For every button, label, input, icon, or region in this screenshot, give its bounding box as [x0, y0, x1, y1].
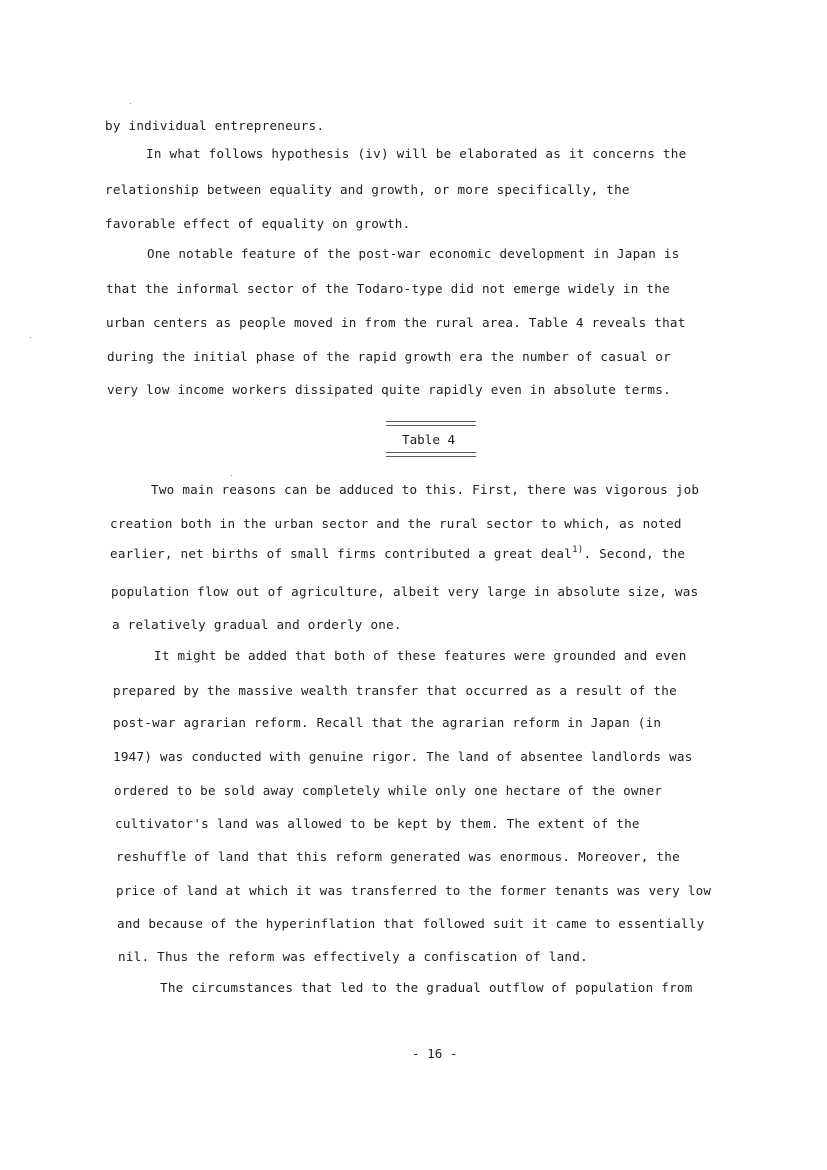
scan-speck — [30, 337, 31, 338]
page-number: - 16 - — [412, 1046, 458, 1061]
table-title: Table 4 — [402, 432, 456, 447]
text-line: In what follows hypothesis (iv) will be elaborated as it concerns the — [146, 146, 687, 161]
text-line: prepared by the massive wealth transfer that occurred as a result of the — [113, 683, 677, 698]
text-line — [110, 546, 685, 561]
text-line: and because of the hyperinflation that followed suit it came to essentially — [117, 916, 705, 931]
text-line: relationship between equality and growth, or more specifically, the — [105, 182, 630, 197]
text-line: ordered to be sold away completely while only one hectare of the owner — [114, 783, 663, 798]
text-line: urban centers as people moved in from the rural area. Table 4 reveals that — [106, 315, 686, 330]
footnote-marker: 1) — [572, 545, 584, 555]
text-line: a relatively gradual and orderly one. — [112, 617, 402, 632]
scan-speck — [130, 103, 131, 104]
text-line: very low income workers dissipated quite rapidly even in absolute terms. — [107, 382, 671, 397]
text-line: It might be added that both of these features were grounded and even — [154, 648, 687, 663]
text-line: population flow out of agriculture, albeit very large in absolute size, was — [111, 584, 699, 599]
text-line: The circumstances that led to the gradual outflow of population from — [160, 980, 693, 995]
text-line: Two main reasons can be adduced to this. First, there was vigorous job — [151, 482, 700, 497]
text-line: that the informal sector of the Todaro-type did not emerge widely in the — [106, 281, 670, 296]
text-line: favorable effect of equality on growth. — [105, 216, 411, 231]
text-line: reshuffle of land that this reform generated was enormous. Moreover, the — [116, 849, 680, 864]
text-line: post-war agrarian reform. Recall that the agrarian reform in Japan (in — [113, 715, 662, 730]
table-rule-top — [386, 421, 476, 426]
text-line: creation both in the urban sector and the rural sector to which, as noted — [110, 516, 682, 531]
text-line: by individual entrepreneurs. — [105, 118, 325, 133]
text-line: One notable feature of the post-war economic development in Japan is — [147, 246, 680, 261]
text-line: cultivator's land was allowed to be kept by them. The extent of the — [115, 816, 640, 831]
scan-speck — [231, 475, 232, 476]
text-span: . Second, the — [583, 546, 686, 561]
text-line: 1947) was conducted with genuine rigor. The land of absentee landlords was — [113, 749, 693, 764]
text-line: nil. Thus the reform was effectively a confiscation of land. — [118, 949, 588, 964]
text-line: price of land at which it was transferred to the former tenants was very low — [116, 883, 712, 898]
text-line: during the initial phase of the rapid growth era the number of casual or — [107, 349, 671, 364]
table-rule-bottom — [386, 452, 476, 457]
text-span: earlier, net births of small firms contributed a great deal — [110, 546, 573, 561]
